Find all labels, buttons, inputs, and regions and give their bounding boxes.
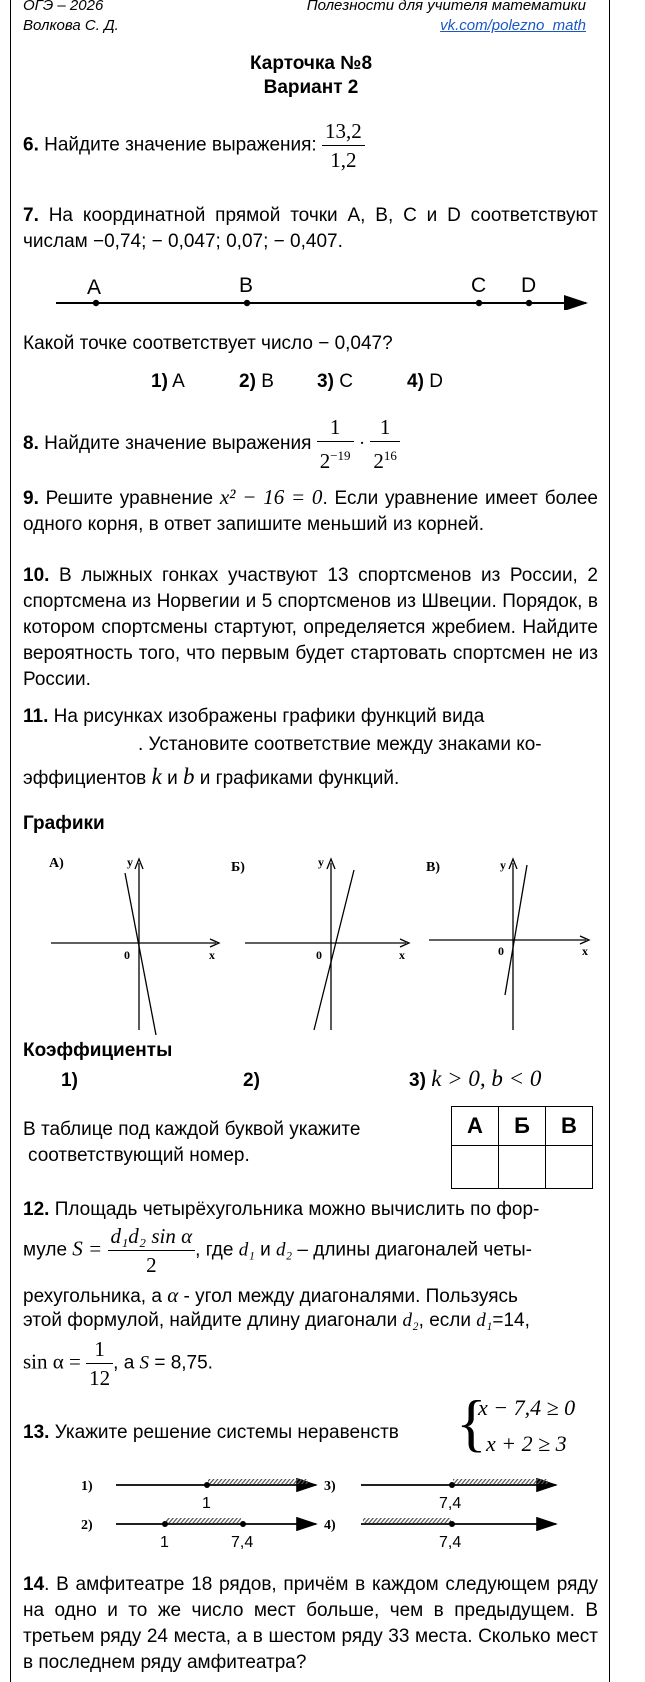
q14-text: . В амфитеатре 18 рядов, причём в каждом следующем ряду на одно и то же число мест больше, чем в предыдущем. В третьем ряду 24 места, а в шестом ряду 33 места. Сколько мест в последнем ряду амфитеатра?	[23, 1574, 598, 1673]
header-right	[251, 0, 586, 36]
card-title: Карточка №8	[249, 53, 373, 74]
q10-text: В лыжных гонках участвуют 13 спортсменов из России, 2 спортсмена из Норвегии и 5 спортсменов из Швеции. Порядок, в котором спортсмены стартуют, определяется жребием. Найдите вероятность того, что первым будет стартовать спортсмен не из России.	[23, 565, 598, 690]
site-tagline: Полезности для учителя математики	[306, 0, 586, 14]
q13-opt4-label: 4)	[324, 1518, 336, 1533]
q11-table-instruction: В таблице под каждой буквой укажите соответствующий номер.	[23, 1119, 361, 1166]
q8-number: 8.	[23, 433, 39, 455]
q9-pre: Решите уравнение	[45, 488, 214, 509]
svg-text:7,4: 7,4	[439, 1534, 462, 1551]
q12-sin-fraction: $\frac{1}{12}$	[86, 1335, 113, 1392]
question-7	[23, 203, 598, 255]
q7-point-c-dot	[476, 300, 482, 306]
header-left	[23, 0, 119, 36]
q7-point-a-dot	[93, 300, 99, 306]
svg-text:x: x	[399, 948, 405, 962]
svg-text:0: 0	[498, 944, 504, 958]
coef-2: 2)	[243, 1070, 260, 1091]
q12-line-2: муле S = $\frac{\text{d₁d₂ sin α}}{2}$ , где d₁ и d₂ – длины диагоналей четы-	[23, 1224, 532, 1277]
svg-text:7,4: 7,4	[231, 1534, 254, 1551]
q12-line-3: рехугольника, а α - угол между диагоналями. Пользуясь	[23, 1283, 518, 1307]
graph-b-label: Б)	[231, 860, 245, 875]
q13-opt3-hatch	[453, 1479, 548, 1484]
q11-line-2: . Установите соответствие между знаками ко-	[138, 734, 542, 755]
q7-question: Какой точке соответствует число − 0,047?	[23, 333, 393, 354]
q13-opt2-point-1	[162, 1521, 168, 1527]
graph-c-label: В)	[426, 860, 440, 875]
vk-link[interactable]: vk.com/polezno_math	[440, 17, 586, 34]
q13-opt1-point	[204, 1482, 210, 1488]
svg-text:y: y	[500, 858, 506, 872]
q6-numerator: 13,2	[322, 117, 365, 146]
q13-opt4-point	[449, 1521, 455, 1527]
q8-text: Найдите значение выражения	[44, 433, 312, 455]
svg-text:y: y	[318, 855, 324, 869]
answer-cell-b[interactable]	[499, 1146, 546, 1189]
svg-text:7,4: 7,4	[439, 1495, 462, 1512]
q13-number: 13.	[23, 1422, 50, 1443]
q11-number: 11.	[23, 706, 49, 727]
q6-denominator: 1,2	[330, 148, 357, 172]
q14-number: 14	[23, 1574, 45, 1595]
svg-text:1: 1	[160, 1534, 169, 1551]
q11-answer-table	[451, 1106, 593, 1189]
q13-opt2-point-2	[240, 1521, 246, 1527]
q13-opt4-hatch	[363, 1518, 451, 1523]
svg-text:1: 1	[202, 1495, 211, 1512]
q7-text: На координатной прямой точки A, B, C и D соответствуют числам −0,74; − 0,047; 0,07; − 0,407.	[23, 205, 599, 252]
answer-cell-v[interactable]	[546, 1146, 593, 1189]
svg-text:x: x	[582, 944, 588, 958]
graph-c-function-line	[505, 865, 527, 995]
q7-number-line	[41, 270, 601, 310]
q10-number: 10.	[23, 565, 50, 586]
q6-number: 6.	[23, 134, 39, 156]
author-name: Волкова С. Д.	[23, 17, 119, 34]
q7-number: 7.	[23, 205, 39, 226]
q12-line-1: 12. Площадь четырёхугольника можно вычислить по фор-	[23, 1199, 540, 1220]
q13-opt2-label: 2)	[81, 1518, 93, 1533]
q13-opt1-hatch	[208, 1479, 308, 1484]
q12-line-4: этой формулой, найдите длину диагонали d₂, если d₁=14,	[23, 1310, 530, 1331]
svg-text:y: y	[127, 855, 133, 869]
svg-text:0: 0	[124, 948, 130, 962]
q7-point-d-dot	[526, 300, 532, 306]
q11-coef-title: Коэффициенты	[23, 1040, 173, 1061]
question-9	[23, 484, 598, 538]
coef-1: 1)	[61, 1070, 78, 1091]
q7-option-3: 3) C	[317, 371, 353, 392]
coef-3: 3) k > 0, b < 0	[409, 1066, 542, 1091]
q11-graphs-title: Графики	[23, 813, 105, 834]
q9-post: . Если уравнение имеет более одного корня, в ответ запишите меньший из корней.	[23, 488, 598, 535]
q7-point-b-dot	[244, 300, 250, 306]
q7-option-1: 1) A	[151, 371, 185, 392]
q13-opt2-hatch	[166, 1518, 241, 1523]
q7-point-a: A	[87, 276, 102, 299]
question-14	[23, 1572, 598, 1676]
q7-point-c: C	[471, 274, 487, 297]
card-variant: Вариант 2	[263, 77, 359, 98]
worksheet-page: ОГЭ – 2026 Волкова С. Д. Полезности для учителя математики vk.com/polezno_math Карточка №8 Вариант 2 6. Найдите значение выражения: $\frac{13,2}{1,2}$ 7. На координатной прямой точки A, B, C и D соответствуют числам −0,74; − 0,047; 0,07; − 0,407. A B C D Какой точке соответствует число − 0,047? 1) A 2) B 3) C 4) D 8. Найдите значение выражения $\frac{1}{2^{-19}}$ · $\frac{1}{2^{16}}$ 9. Решите уравнение x² − 16 = 0. Если уравнение имеет более одного корня, в ответ запишите меньший из корней. 10. В лыжных гонках участвуют 13 спортсменов из России, 2 спортсмена из Норвегии и 5 спортсменов из Швеции. Порядок, в котором спортсмены стартуют, определяется жребием. Найдите вероятность того, что первым будет стартовать спортсмен не из России. 11. На рисунках изображены графики функций вида . Установите соответствие между знаками ко- эффициентов k и b и графиками функций. Графики А) 0 y x Б) 0 y x В) 0 y x Коэффициенты 1) 2) 3) k > 0, b < 0 В таблице под каждой буквой укажите соответствующий номер. А Б В 12. Площадь четырёхугольника можно вычислить по фор- муле S = $\frac{\text{d₁d₂ sin α}}{2}$ , где d₁ и d₂ – длины диагоналей четы- рехугольника, а α - угол между диагоналями. Пользуясь этой формулой, найдите длину диагонали d₂, если d₁=14, sin α = $\frac{1}{12}$ , а S = 8,75. 13. Укажите решение системы неравенств { x − 7,4 ≥ 0 x + 2 ≥ 3 1) 1 3) 7,4 2) 1 7,4 4) 7,4 14. В амфитеатре 18 рядов, причём в каждом следующем ряду на одно и то же число мест больше, чем в предыдущем. В третьем ряду 24 места, а в шестом ряду 33 места. Сколько мест в последнем ряду амфитеатра?	[10, 0, 610, 1682]
svg-text:x: x	[209, 948, 215, 962]
q9-equation: x² − 16 = 0	[219, 485, 323, 509]
q11-line-3: эффициентов k и b и графиками функций.	[23, 764, 400, 789]
q6-fraction	[322, 117, 365, 174]
q7-option-2: 2) B	[239, 371, 274, 392]
q11-graphs	[31, 845, 601, 1040]
q8-fraction-2: $\frac{1}{2^{16}}$	[370, 413, 400, 475]
q13-options	[71, 1472, 571, 1552]
q13-opt1-label: 1)	[81, 1479, 93, 1494]
q7-point-b: B	[239, 274, 254, 297]
question-8: 8. Найдите значение выражения $\frac{1}{2^{-19}}$ · $\frac{1}{2^{16}}$	[23, 413, 598, 475]
graph-a-label: А)	[49, 856, 64, 871]
question-10	[23, 563, 598, 693]
answer-cell-a[interactable]	[452, 1146, 499, 1189]
q8-fraction-1: $\frac{1}{2^{-19}}$	[317, 413, 354, 475]
exam-year: ОГЭ – 2026	[23, 0, 104, 14]
q11-line-1: 11. На рисунках изображены графики функций вида	[23, 706, 485, 727]
table-header-b: Б	[499, 1107, 546, 1146]
q13-brace: {	[456, 1387, 487, 1458]
table-header-v: В	[546, 1107, 593, 1146]
q12-formula-fraction: $\frac{\text{d₁d₂ sin α}}{2}$	[108, 1222, 196, 1279]
q13-opt3-point	[449, 1482, 455, 1488]
svg-text:0: 0	[316, 948, 322, 962]
q12-number: 12.	[23, 1199, 50, 1220]
table-header-a: А	[452, 1107, 499, 1146]
q6-text: Найдите значение выражения:	[44, 134, 317, 156]
q13-text: 13. Укажите решение системы неравенств	[23, 1422, 399, 1443]
q13-opt3-label: 3)	[324, 1479, 336, 1494]
q12-line-5: sin α = $\frac{1}{12}$ , а S = 8,75.	[23, 1337, 213, 1390]
q9-number: 9.	[23, 488, 39, 509]
q7-point-d: D	[521, 274, 537, 297]
q7-option-4: 4) D	[407, 371, 443, 392]
question-6	[23, 117, 598, 174]
